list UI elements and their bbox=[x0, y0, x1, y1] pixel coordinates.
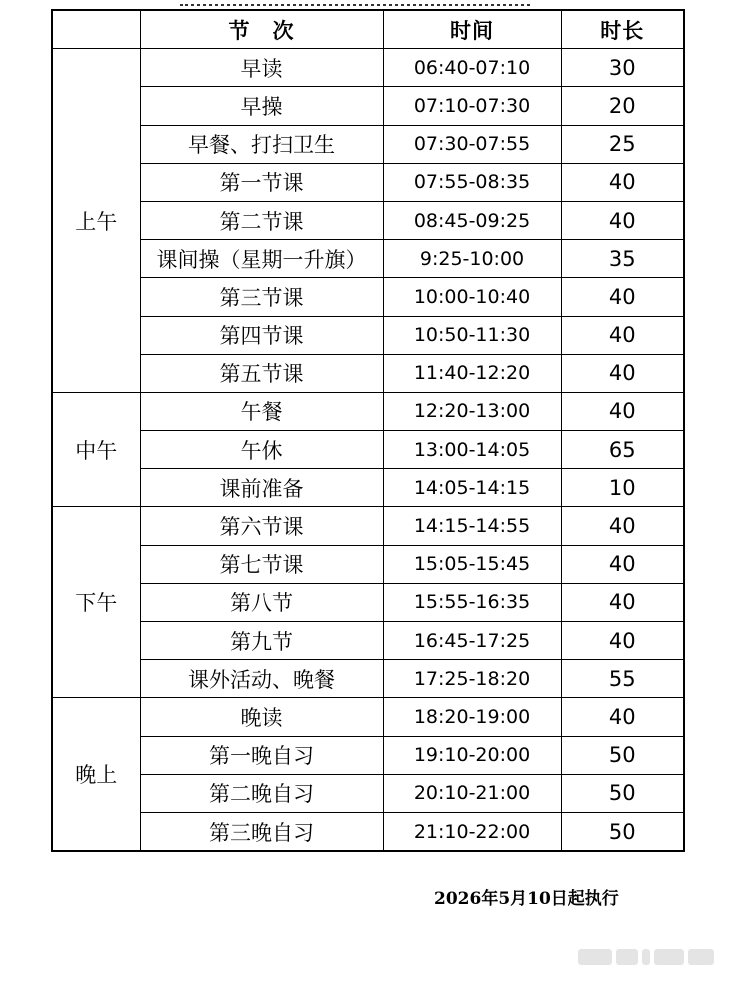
duration-cell: 55 bbox=[561, 660, 684, 698]
period-cell: 下午 bbox=[52, 507, 140, 698]
duration-cell: 20 bbox=[561, 87, 684, 125]
name-cell: 第一晚自习 bbox=[140, 736, 383, 774]
time-cell: 10:00-10:40 bbox=[383, 278, 561, 316]
time-cell: 14:05-14:15 bbox=[383, 469, 561, 507]
name-cell: 午休 bbox=[140, 431, 383, 469]
time-cell: 21:10-22:00 bbox=[383, 812, 561, 851]
name-cell: 第一节课 bbox=[140, 163, 383, 201]
table-row bbox=[52, 469, 684, 507]
name-cell: 第二晚自习 bbox=[140, 774, 383, 812]
name-cell: 第九节 bbox=[140, 622, 383, 660]
duration-cell: 40 bbox=[561, 545, 684, 583]
name-cell: 午餐 bbox=[140, 392, 383, 430]
duration-cell: 65 bbox=[561, 431, 684, 469]
table-row bbox=[52, 392, 684, 430]
table-row bbox=[52, 660, 684, 698]
table-row bbox=[52, 49, 684, 87]
name-cell: 课外活动、晚餐 bbox=[140, 660, 383, 698]
table-row bbox=[52, 736, 684, 774]
name-cell: 课前准备 bbox=[140, 469, 383, 507]
time-cell: 14:15-14:55 bbox=[383, 507, 561, 545]
name-cell: 第八节 bbox=[140, 583, 383, 621]
time-cell: 20:10-21:00 bbox=[383, 774, 561, 812]
period-cell: 上午 bbox=[52, 49, 140, 393]
duration-cell: 30 bbox=[561, 49, 684, 87]
duration-cell: 40 bbox=[561, 507, 684, 545]
table-row bbox=[52, 354, 684, 392]
time-cell: 07:55-08:35 bbox=[383, 163, 561, 201]
table-row bbox=[52, 316, 684, 354]
header-period-cell bbox=[52, 10, 140, 49]
name-cell: 晚读 bbox=[140, 698, 383, 736]
time-cell: 13:00-14:05 bbox=[383, 431, 561, 469]
duration-cell: 35 bbox=[561, 240, 684, 278]
header-duration-cell: 时长 bbox=[561, 10, 684, 49]
name-cell: 第四节课 bbox=[140, 316, 383, 354]
duration-cell: 40 bbox=[561, 163, 684, 201]
header-time-cell: 时间 bbox=[383, 10, 561, 49]
time-cell: 19:10-20:00 bbox=[383, 736, 561, 774]
table-row bbox=[52, 583, 684, 621]
name-cell: 第二节课 bbox=[140, 201, 383, 239]
name-cell: 第六节课 bbox=[140, 507, 383, 545]
duration-cell: 10 bbox=[561, 469, 684, 507]
time-cell: 18:20-19:00 bbox=[383, 698, 561, 736]
table-row bbox=[52, 87, 684, 125]
time-cell: 10:50-11:30 bbox=[383, 316, 561, 354]
time-cell: 9:25-10:00 bbox=[383, 240, 561, 278]
name-cell: 第三节课 bbox=[140, 278, 383, 316]
table-row bbox=[52, 774, 684, 812]
effective-date-note: 2026年5月10日起执行 bbox=[434, 889, 619, 909]
duration-cell: 50 bbox=[561, 812, 684, 851]
time-cell: 17:25-18:20 bbox=[383, 660, 561, 698]
table-row bbox=[52, 240, 684, 278]
name-cell: 课间操（星期一升旗） bbox=[140, 240, 383, 278]
duration-cell: 50 bbox=[561, 736, 684, 774]
name-cell: 早餐、打扫卫生 bbox=[140, 125, 383, 163]
time-cell: 06:40-07:10 bbox=[383, 49, 561, 87]
time-cell: 12:20-13:00 bbox=[383, 392, 561, 430]
duration-cell: 40 bbox=[561, 392, 684, 430]
period-cell: 晚上 bbox=[52, 698, 140, 851]
duration-cell: 40 bbox=[561, 354, 684, 392]
name-cell: 第七节课 bbox=[140, 545, 383, 583]
header-name-cell: 节 次 bbox=[140, 10, 383, 49]
table-row bbox=[52, 622, 684, 660]
name-cell: 第五节课 bbox=[140, 354, 383, 392]
table-row bbox=[52, 812, 684, 851]
time-cell: 11:40-12:20 bbox=[383, 354, 561, 392]
table-row bbox=[52, 201, 684, 239]
period-cell: 中午 bbox=[52, 392, 140, 507]
time-cell: 16:45-17:25 bbox=[383, 622, 561, 660]
watermark-logo bbox=[578, 944, 738, 970]
schedule-table bbox=[51, 9, 685, 852]
time-cell: 07:10-07:30 bbox=[383, 87, 561, 125]
table-header-row bbox=[52, 10, 684, 49]
duration-cell: 40 bbox=[561, 583, 684, 621]
time-cell: 15:05-15:45 bbox=[383, 545, 561, 583]
time-cell: 15:55-16:35 bbox=[383, 583, 561, 621]
table-row bbox=[52, 431, 684, 469]
name-cell: 第三晚自习 bbox=[140, 812, 383, 851]
time-cell: 07:30-07:55 bbox=[383, 125, 561, 163]
table-row bbox=[52, 278, 684, 316]
schedule-body bbox=[52, 49, 684, 851]
table-row bbox=[52, 163, 684, 201]
table-row bbox=[52, 507, 684, 545]
table-row bbox=[52, 125, 684, 163]
table-row bbox=[52, 545, 684, 583]
duration-cell: 50 bbox=[561, 774, 684, 812]
name-cell: 早操 bbox=[140, 87, 383, 125]
duration-cell: 40 bbox=[561, 698, 684, 736]
duration-cell: 25 bbox=[561, 125, 684, 163]
duration-cell: 40 bbox=[561, 201, 684, 239]
duration-cell: 40 bbox=[561, 622, 684, 660]
time-cell: 08:45-09:25 bbox=[383, 201, 561, 239]
name-cell: 早读 bbox=[140, 49, 383, 87]
duration-cell: 40 bbox=[561, 278, 684, 316]
table-row bbox=[52, 698, 684, 736]
cropped-title-remnant bbox=[170, 0, 540, 6]
duration-cell: 40 bbox=[561, 316, 684, 354]
